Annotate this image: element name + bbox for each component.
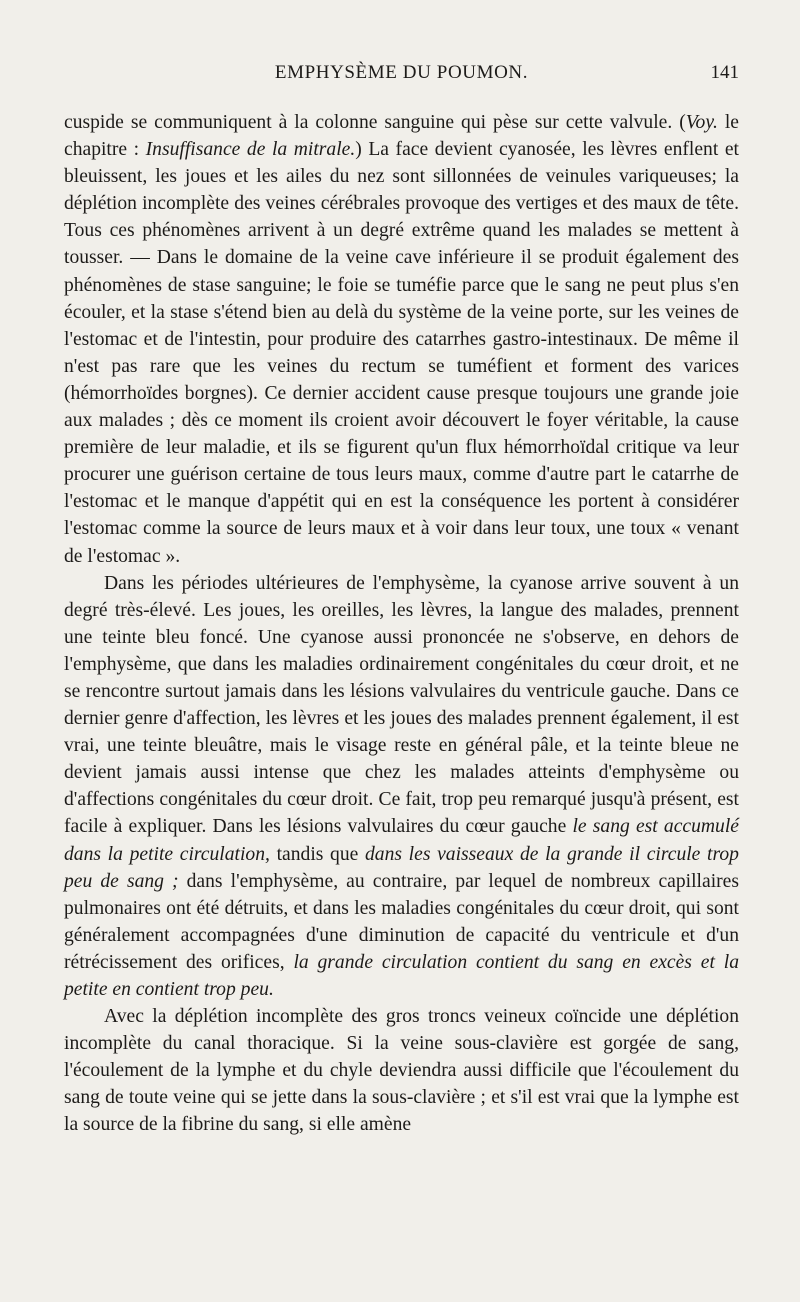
- italic-text: Voy.: [685, 112, 718, 133]
- paragraph: [64, 109, 739, 570]
- body-text: [64, 109, 739, 1139]
- text-run: tandis que: [269, 843, 365, 865]
- italic-text: Insuffisance de la mitrale.: [145, 139, 356, 161]
- paragraph: [64, 570, 739, 1004]
- italic-text: le sang est accumulé dans la petite circulation,: [64, 816, 739, 865]
- paragraph: [64, 1003, 739, 1138]
- text-run: Avec la déplétion incomplète des gros troncs veineux coïncide une déplétion incomplète du canal thoracique. Si la veine sous-clavière est gorgée de sang, l'écoulement de la lymphe et du chyle deviendra aussi difficile que l'écoulement du sang de toute veine qui se jette dans la sous-clavière ; et s'il est vrai que la lymphe est la source de la fibrine du sang, si elle amène: [64, 1006, 739, 1136]
- italic-text: dans les vaisseaux de la grande il circule trop peu de sang ;: [64, 843, 739, 892]
- page-number: 141: [710, 62, 739, 83]
- running-title: EMPHYSÈME DU POUMON.: [274, 62, 529, 83]
- text-run: ) La face devient cyanosée, les lèvres enflent et bleuissent, les joues et les ailes du nez sont sillonnées de veinules variqueuses; la déplétion incomplète des veines cérébrales provoque des vertiges et des maux de tête. Tous ces phénomènes arrivent à un degré extrême quand les malades se mettent à tousser. — Dans le domaine de la veine cave inférieure il se produit également des phénomènes de stase sanguine; le foie se tuméfie parce que le sang ne peut plus s'en écouler, et la stase s'étend bien au delà du système de la veine porte, sur les veines de l'estomac et de l'intestin, pour produire des catarrhes gastro-intestinaux. De même il n'est pas rare que les veines du rectum se tuméfient et forment des varices (hémorrhoïdes borgnes). Ce dernier accident cause presque toujours une grande joie aux malades ; dès ce moment ils croient avoir découvert le foyer véritable, la cause première de leur maladie, et ils se figurent qu'un flux hémorrhoïdal critique va leur procurer une guérison certaine de tous leurs maux, comme d'autre part le catarrhe de l'estomac et le manque d'appétit qui en est la conséquence les portent à considérer l'estomac comme la source de leurs maux et à voir dans leur toux, une toux « venant de l'estomac ».: [64, 139, 739, 567]
- text-run: cuspide se communiquent à la colonne sanguine qui pèse sur cette valvule. (: [64, 112, 686, 133]
- text-run: le chapitre :: [64, 112, 739, 161]
- text-run: Dans les périodes ultérieures de l'emphysème, la cyanose arrive souvent à un degré très-élevé. Les joues, les oreilles, les lèvres, la langue des malades, prennent une teinte bleu foncé. Une cyanose aussi prononcée ne s'observe, en dehors de l'emphysème, que dans les maladies ordinairement congénitales du cœur droit, et ne se rencontre surtout jamais dans les lésions valvulaires du ventricule gauche. Dans ce dernier genre d'affection, les lèvres et les joues des malades prennent également, il est vrai, une teinte bleuâtre, mais le visage reste en général pâle, et la teinte bleue ne devient jamais aussi intense que chez les malades atteints d'emphysème ou d'affections congénitales du cœur droit. Ce fait, trop peu remarqué jusqu'à présent, est facile à expliquer. Dans les lésions valvulaires du cœur gauche: [64, 572, 739, 838]
- italic-text: la grande circulation contient du sang en excès et la petite en contient trop peu.: [64, 951, 739, 1000]
- running-header: [64, 62, 739, 88]
- text-run: dans l'emphysème, au contraire, par lequel de nombreux capillaires pulmonaires ont été détruits, et dans les maladies congénitales du cœur droit, qui sont généralement accompagnées d'une diminution de capacité du ventricule et d'un rétrécissement des orifices,: [64, 870, 739, 973]
